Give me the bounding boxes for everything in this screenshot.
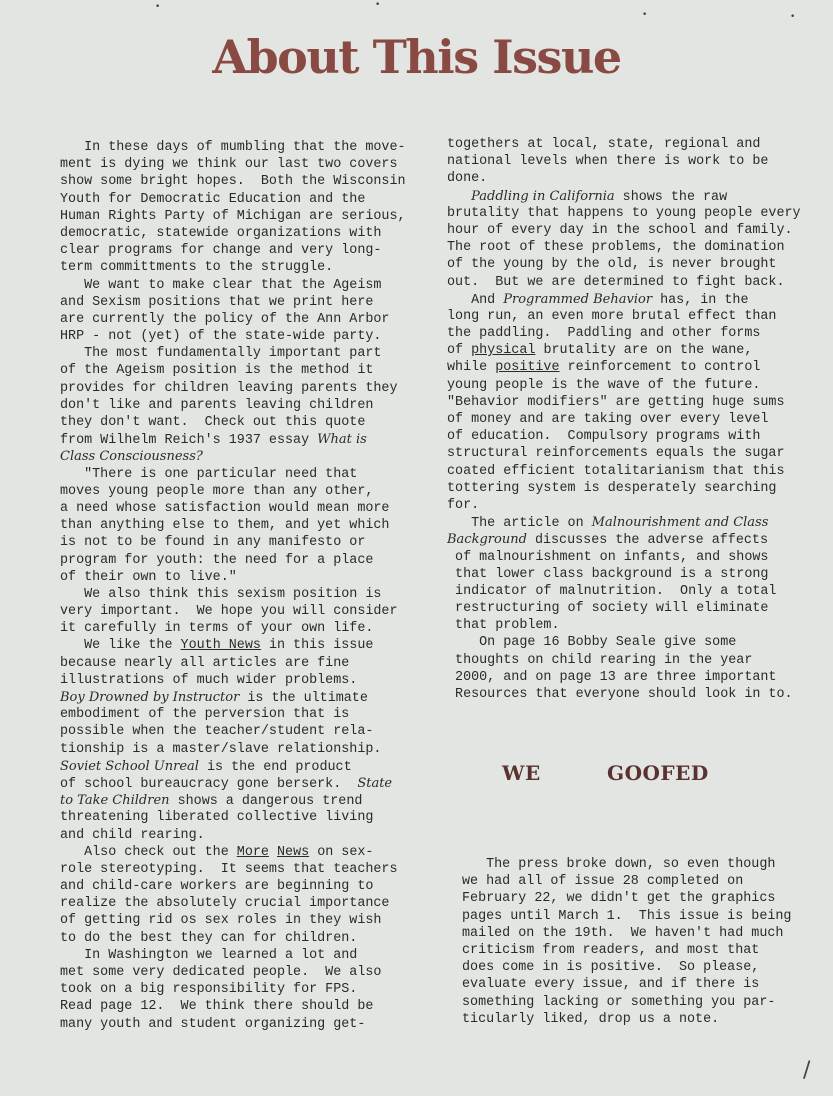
text-line xyxy=(60,878,435,895)
text-line xyxy=(60,637,435,654)
text-line xyxy=(447,222,827,239)
text-line xyxy=(462,959,822,976)
text-run: term committments to the struggle. xyxy=(60,260,334,276)
text-line xyxy=(60,242,435,259)
text-line xyxy=(447,170,827,187)
italic-title: Programmed Behavior xyxy=(503,291,653,307)
text-line xyxy=(447,480,827,497)
text-line xyxy=(447,497,827,514)
text-run: for. xyxy=(447,497,480,513)
text-run: moves young people more than any other, xyxy=(60,483,374,499)
text-line xyxy=(60,500,435,517)
text-run: togethers at local, state, regional and xyxy=(447,137,761,152)
text-line xyxy=(60,998,435,1015)
text-run: are currently the policy of the Ann Arbor xyxy=(60,311,390,327)
text-run: mailed on the 19th. We haven't had much xyxy=(462,925,784,941)
text-run: structural reinforcements equals the sugar xyxy=(447,446,785,462)
text-line xyxy=(60,139,435,156)
text-run: evaluate every issue, and if there is xyxy=(462,977,760,993)
text-run: shows a dangerous trend xyxy=(169,794,363,810)
text-line xyxy=(60,328,435,345)
text-run: tottering system is desperately searching xyxy=(447,480,777,496)
text-line xyxy=(462,942,822,959)
text-line xyxy=(447,153,827,170)
text-line xyxy=(447,325,827,342)
text-line xyxy=(447,600,827,617)
text-run: hour of every day in the school and family. xyxy=(447,222,793,238)
text-run: of the young by the old, is never brought xyxy=(447,257,777,273)
underlined-text: physical xyxy=(471,343,536,359)
text-line xyxy=(60,758,435,775)
text-line xyxy=(60,191,435,208)
text-run: thoughts on child rearing in the year xyxy=(447,652,753,668)
text-line xyxy=(462,976,822,993)
text-line xyxy=(447,359,827,376)
italic-title: Paddling in California xyxy=(471,188,615,204)
text-run: shows the raw xyxy=(614,189,728,205)
text-run: "There is one particular need that xyxy=(60,466,358,482)
text-line xyxy=(60,483,435,500)
stray-mark: • xyxy=(375,0,381,10)
text-run: In these days of mumbling that the move- xyxy=(60,140,406,155)
text-line xyxy=(447,531,827,548)
text-line xyxy=(60,964,435,981)
underlined-text: More xyxy=(236,844,269,860)
text-line xyxy=(60,517,435,534)
text-run: possible when the teacher/student rela- xyxy=(60,724,374,740)
text-line xyxy=(447,669,827,686)
text-line xyxy=(60,981,435,998)
text-line xyxy=(447,377,827,394)
text-line xyxy=(447,686,827,703)
text-line xyxy=(60,844,435,861)
text-line xyxy=(447,549,827,566)
text-line xyxy=(60,706,435,723)
italic-title: Class Consciousness? xyxy=(60,449,203,465)
text-line xyxy=(60,534,435,551)
text-run: of xyxy=(447,343,472,359)
text-line xyxy=(60,809,435,826)
text-run: of their own to live." xyxy=(60,569,237,585)
text-run: reinforcement to control xyxy=(559,360,761,376)
text-run: Read page 12. We think there should be xyxy=(60,999,374,1015)
text-line xyxy=(447,583,827,600)
text-run: out. But we are determined to fight back. xyxy=(447,274,785,290)
text-line xyxy=(60,173,435,190)
text-line xyxy=(462,994,822,1011)
text-line xyxy=(447,291,827,308)
text-run: that lower class background is a strong xyxy=(447,566,769,582)
text-run: on sex- xyxy=(309,844,374,860)
text-run: and child-care workers are beginning to xyxy=(60,879,374,895)
text-run: of malnourishment on infants, and shows xyxy=(447,549,769,565)
text-run: of education. Compulsory programs with xyxy=(447,429,761,445)
text-run: brutality are on the wane, xyxy=(535,343,753,359)
text-line xyxy=(447,617,827,634)
text-run: In Washington we learned a lot and xyxy=(60,947,358,963)
text-line xyxy=(60,672,435,689)
text-line xyxy=(60,225,435,242)
text-run: national levels when there is work to be xyxy=(447,154,769,170)
text-line xyxy=(60,775,435,792)
text-line xyxy=(447,205,827,222)
text-run: show some bright hopes. Both the Wisconsin xyxy=(60,174,406,190)
text-run: of school bureaucracy gone berserk. xyxy=(60,776,358,792)
text-run: has, in the xyxy=(652,292,749,308)
text-run: of the Ageism position is the method it xyxy=(60,363,374,379)
text-line xyxy=(447,239,827,256)
text-run: of money and are taking over every level xyxy=(447,412,769,427)
text-line xyxy=(60,466,435,483)
text-line xyxy=(447,428,827,445)
text-run: from Wilhelm Reich's 1937 essay xyxy=(60,433,318,449)
text-line xyxy=(447,514,827,531)
text-run: tionship is a master/slave relationship. xyxy=(60,741,382,757)
text-run: took on a big responsibility for FPS. xyxy=(60,982,358,998)
text-run: We also think this sexism position is xyxy=(60,586,382,602)
italic-title: Malnourishment and Class xyxy=(591,515,769,531)
text-line xyxy=(60,723,435,740)
text-line xyxy=(60,362,435,379)
text-line xyxy=(60,655,435,672)
text-line xyxy=(462,856,822,873)
stray-mark: / xyxy=(803,1058,811,1083)
text-line xyxy=(60,895,435,912)
stray-mark: • xyxy=(642,10,648,20)
text-run: provides for children leaving parents they xyxy=(60,380,398,396)
text-line xyxy=(447,463,827,480)
text-line xyxy=(60,380,435,397)
text-run: something lacking or something you par- xyxy=(462,994,776,1010)
text-line xyxy=(60,827,435,844)
text-line xyxy=(447,652,827,669)
text-run: is the end product xyxy=(198,759,352,775)
text-line xyxy=(60,741,435,758)
text-run: a need whose satisfaction would mean more xyxy=(60,500,390,516)
text-run: young people is the wave of the future. xyxy=(447,377,761,393)
text-run: because nearly all articles are fine xyxy=(60,655,350,671)
text-run: brutality that happens to young people every xyxy=(447,205,801,221)
text-run: it carefully in terms of your own life. xyxy=(60,621,374,637)
text-run: clear programs for change and very long- xyxy=(60,243,382,259)
text-line xyxy=(462,1011,822,1028)
italic-title: State xyxy=(357,775,393,791)
text-run: We like the xyxy=(60,638,181,654)
text-run: and child rearing. xyxy=(60,827,205,843)
text-run: long run, an even more brutal effect than xyxy=(447,308,777,324)
text-run: ment is dying we think our last two covers xyxy=(60,157,398,173)
text-line xyxy=(60,603,435,620)
underlined-text: Youth News xyxy=(180,638,261,654)
text-line xyxy=(447,411,827,428)
text-run: coated efficient totalitarianism that this xyxy=(447,463,785,479)
italic-title: Background xyxy=(447,532,527,548)
text-line xyxy=(60,552,435,569)
text-run: realize the absolutely crucial importance xyxy=(60,896,390,912)
text-run: to do the best they can for children. xyxy=(60,930,358,946)
text-run: criticism from readers, and most that xyxy=(462,942,760,958)
text-line xyxy=(60,345,435,362)
text-line xyxy=(60,620,435,637)
goofed-column xyxy=(462,856,822,1028)
text-line xyxy=(447,342,827,359)
text-run: they don't want. Check out this quote xyxy=(60,415,366,430)
text-run: We want to make clear that the Ageism xyxy=(60,277,382,293)
text-run: threatening liberated collective living xyxy=(60,810,374,826)
text-line xyxy=(60,912,435,929)
text-line xyxy=(447,445,827,462)
text-line xyxy=(60,1016,435,1033)
text-line xyxy=(462,890,822,907)
text-run: many youth and student organizing get- xyxy=(60,1016,366,1032)
text-line xyxy=(60,448,435,465)
stray-mark: • xyxy=(155,2,161,12)
text-line xyxy=(60,311,435,328)
text-run: don't like and parents leaving children xyxy=(60,397,374,413)
text-line xyxy=(447,566,827,583)
text-line xyxy=(447,394,827,411)
text-run: done. xyxy=(447,171,488,187)
text-run: discusses the adverse affects xyxy=(526,533,768,549)
text-run: very important. We hope you will consider xyxy=(60,604,398,620)
italic-title: What is xyxy=(317,432,367,448)
text-line xyxy=(447,188,827,205)
text-line xyxy=(60,259,435,276)
text-line xyxy=(447,136,827,153)
text-run: program for youth: the need for a place xyxy=(60,552,374,568)
text-line xyxy=(60,689,435,706)
text-line xyxy=(60,569,435,586)
text-run: And xyxy=(447,292,504,308)
text-line xyxy=(60,586,435,603)
text-run: ticularly liked, drop us a note. xyxy=(462,1011,720,1027)
text-run: restructuring of society will eliminate xyxy=(447,601,769,617)
italic-title: Boy Drowned by Instructor xyxy=(60,690,240,705)
text-line xyxy=(60,861,435,878)
text-run: and Sexism positions that we print here xyxy=(60,294,374,310)
text-run: "Behavior modifiers" are getting huge sums xyxy=(447,394,785,410)
text-line xyxy=(60,930,435,947)
text-line xyxy=(60,792,435,809)
text-run: indicator of malnutrition. Only a total xyxy=(447,583,777,599)
text-run: met some very dedicated people. We also xyxy=(60,965,382,980)
text-line xyxy=(60,431,435,448)
italic-title: Soviet School Unreal xyxy=(60,758,199,774)
text-run: On page 16 Bobby Seale give some xyxy=(447,635,737,651)
left-column xyxy=(60,139,435,1033)
text-line xyxy=(462,908,822,925)
text-line xyxy=(462,873,822,890)
text-run: embodiment of the perversion that is xyxy=(60,707,350,723)
text-run: 2000, and on page 13 are three important xyxy=(447,669,777,685)
text-run: Human Rights Party of Michigan are serious, xyxy=(60,208,406,224)
underlined-text: positive xyxy=(495,360,560,376)
text-run: pages until March 1. This issue is being xyxy=(462,908,792,924)
text-run: The root of these problems, the domination xyxy=(447,240,785,256)
text-run: Resources that everyone should look in to. xyxy=(447,687,793,702)
stray-mark: • xyxy=(790,12,796,22)
text-run: The press broke down, so even though xyxy=(462,857,776,872)
text-run: the paddling. Paddling and other forms xyxy=(447,326,761,342)
text-line xyxy=(60,947,435,964)
text-line xyxy=(462,925,822,942)
text-run xyxy=(269,845,277,860)
text-line xyxy=(447,308,827,325)
text-run: does come in is positive. So please, xyxy=(462,960,760,976)
italic-title: to Take Children xyxy=(60,793,170,809)
text-run: democratic, statewide organizations with xyxy=(60,225,382,241)
text-run: in this issue xyxy=(260,638,374,654)
text-run: HRP - not (yet) of the state-wide party. xyxy=(60,329,382,345)
text-run xyxy=(447,190,471,205)
text-run: is not to be found in any manifesto or xyxy=(60,535,366,551)
goofed-heading-goofed: GOOFED xyxy=(607,761,709,785)
text-run: that problem. xyxy=(447,618,560,634)
text-run: Also check out the xyxy=(60,844,237,860)
text-line xyxy=(60,277,435,294)
text-run: while xyxy=(447,360,496,376)
text-run: Youth for Democratic Education and the xyxy=(60,191,366,207)
text-line xyxy=(447,256,827,273)
goofed-heading-we: WE xyxy=(502,761,541,785)
text-run: illustrations of much wider problems. xyxy=(60,672,358,688)
underlined-text: News xyxy=(277,844,310,860)
text-run: role stereotyping. It seems that teachers xyxy=(60,861,398,877)
text-run: is the ultimate xyxy=(239,691,368,706)
text-run: February 22, we didn't get the graphics xyxy=(462,891,776,907)
text-run: The article on xyxy=(447,516,592,532)
text-line xyxy=(447,274,827,291)
text-line xyxy=(447,634,827,651)
text-line xyxy=(60,156,435,173)
text-run: The most fundamentally important part xyxy=(60,346,382,362)
text-line xyxy=(60,414,435,431)
right-column xyxy=(447,136,827,703)
text-run: than anything else to them, and yet which xyxy=(60,518,390,534)
text-line xyxy=(60,294,435,311)
page-title: About This Issue xyxy=(212,30,621,84)
text-run: of getting rid os sex roles in they wish xyxy=(60,913,382,929)
text-run: we had all of issue 28 completed on xyxy=(462,874,744,890)
text-line xyxy=(60,397,435,414)
text-line xyxy=(60,208,435,225)
